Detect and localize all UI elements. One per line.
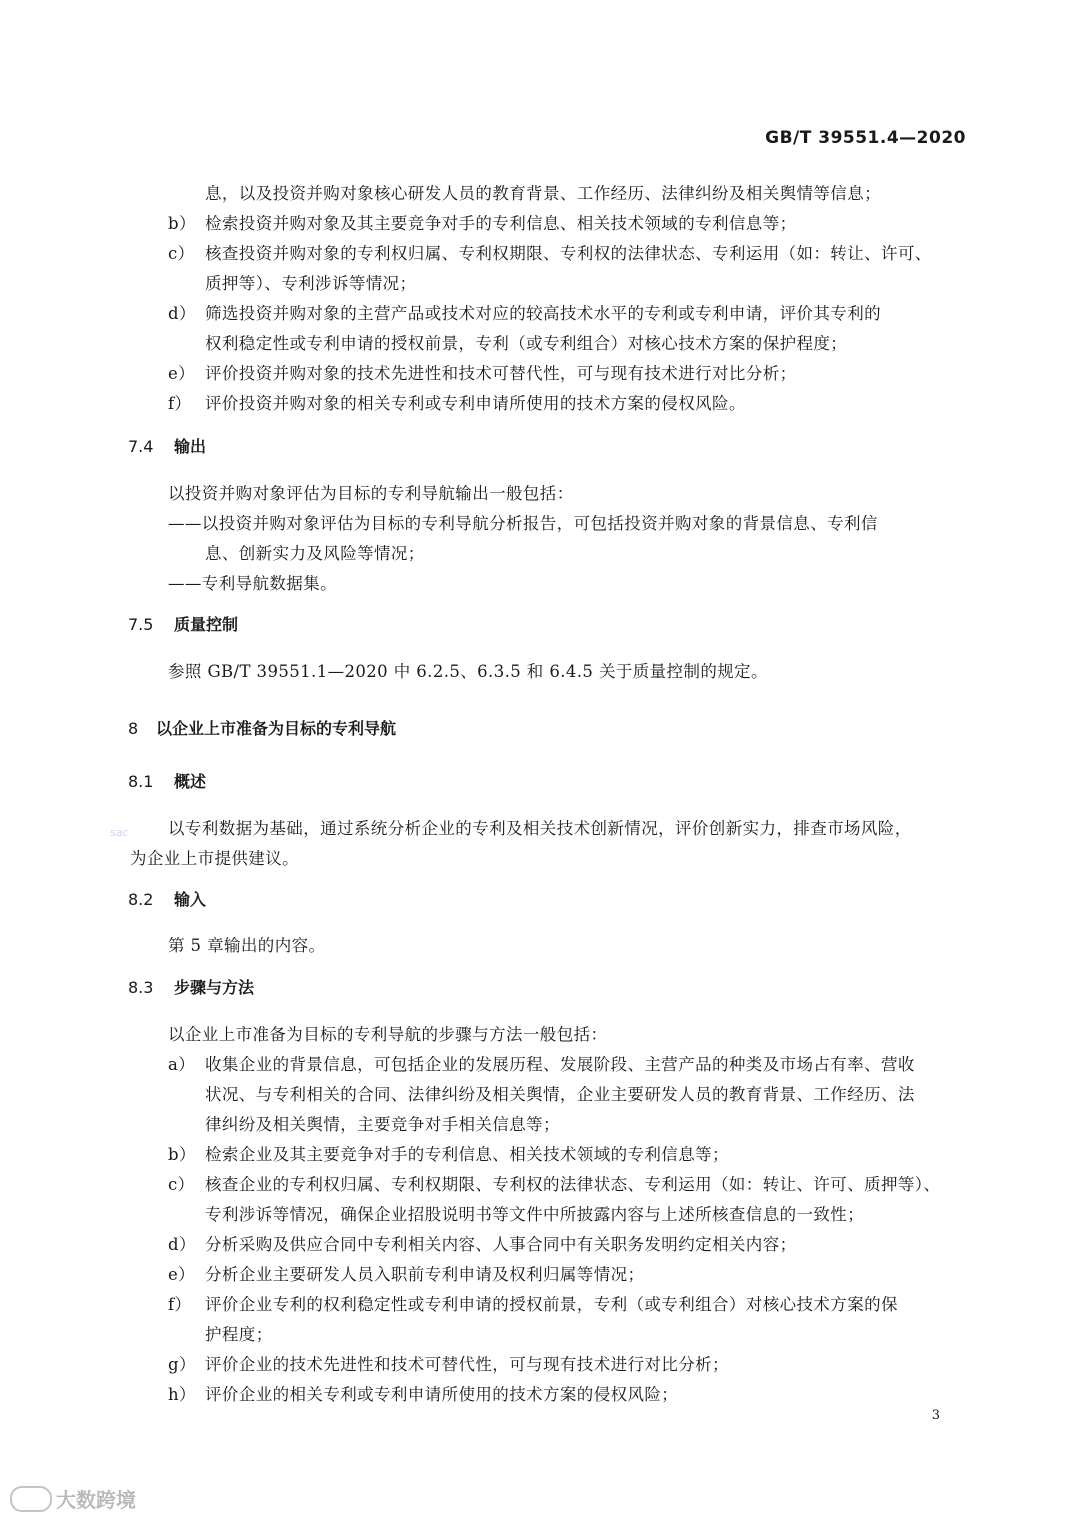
- list-item: d） 筛选投资并购对象的主营产品或技术对应的较高技术水平的专利或专利申请，评价其专利的: [168, 304, 881, 323]
- section-heading-7-4: 7.4 输出: [128, 437, 207, 456]
- dash-item: 息、创新实力及风险等情况；: [205, 544, 425, 563]
- dash-item: ——专利导航数据集。: [168, 574, 337, 593]
- list-item: b） 检索企业及其主要竞争对手的专利信息、相关技术领域的专利信息等；: [168, 1145, 729, 1164]
- list-item: f） 评价企业专利的权利稳定性或专利申请的授权前景，专利（或专利组合）对核心技术方案的保: [168, 1295, 898, 1314]
- list-item: 状况、与专利相关的合同、法律纠纷及相关舆情，企业主要研发人员的教育背景、工作经历、法: [205, 1085, 915, 1104]
- paragraph: 以专利数据为基础，通过系统分析企业的专利及相关技术创新情况，评价创新实力，排查市场风险，: [168, 819, 912, 838]
- list-item: d） 分析采购及供应合同中专利相关内容、人事合同中有关职务发明约定相关内容；: [168, 1235, 797, 1254]
- paragraph: 以投资并购对象评估为目标的专利导航输出一般包括：: [168, 484, 574, 503]
- list-item: 护程度；: [205, 1325, 273, 1344]
- list-item: 息，以及投资并购对象核心研发人员的教育背景、工作经历、法律纠纷及相关舆情等信息；: [205, 184, 881, 203]
- page-number: 3: [931, 1408, 940, 1423]
- list-item: f） 评价投资并购对象的相关专利或专利申请所使用的技术方案的侵权风险。: [168, 394, 746, 413]
- paragraph: 以企业上市准备为目标的专利导航的步骤与方法一般包括：: [168, 1025, 608, 1044]
- list-item: g） 评价企业的技术先进性和技术可替代性，可与现有技术进行对比分析；: [168, 1355, 729, 1374]
- section-heading-8-2: 8.2 输入: [128, 890, 207, 909]
- watermark: [10, 1484, 136, 1513]
- paragraph: 为企业上市提供建议。: [130, 849, 299, 868]
- chapter-heading-8: 8 以企业上市准备为目标的专利导航: [128, 719, 397, 738]
- list-item: 权利稳定性或专利申请的授权前景，专利（或专利组合）对核心技术方案的保护程度；: [205, 334, 848, 353]
- list-item: b） 检索投资并购对象及其主要竞争对手的专利信息、相关技术领域的专利信息等；: [168, 214, 797, 233]
- list-item: c） 核查企业的专利权归属、专利权期限、专利权的法律状态、专利运用（如：转让、许可、质押等）、: [168, 1175, 941, 1194]
- scan-mark: sac: [110, 826, 129, 839]
- brand-logo-icon: [10, 1486, 52, 1512]
- paragraph: 第 5 章输出的内容。: [168, 936, 326, 955]
- section-heading-8-3: 8.3 步骤与方法: [128, 978, 255, 997]
- list-item: h） 评价企业的相关专利或专利申请所使用的技术方案的侵权风险；: [168, 1385, 679, 1404]
- paragraph: 参照 GB/T 39551.1—2020 中 6.2.5、6.3.5 和 6.4.5 关于质量控制的规定。: [168, 662, 768, 681]
- section-heading-7-5: 7.5 质量控制: [128, 615, 239, 634]
- list-item: 质押等）、专利涉诉等情况；: [205, 274, 417, 293]
- section-heading-8-1: 8.1 概述: [128, 772, 207, 791]
- dash-item: ——以投资并购对象评估为目标的专利导航分析报告，可包括投资并购对象的背景信息、专利信: [168, 514, 878, 533]
- list-item: c） 核查投资并购对象的专利权归属、专利权期限、专利权的法律状态、专利运用（如：转让、许可、: [168, 244, 932, 263]
- list-item: e） 分析企业主要研发人员入职前专利申请及权利归属等情况；: [168, 1265, 645, 1284]
- list-item: a） 收集企业的背景信息，可包括企业的发展历程、发展阶段、主营产品的种类及市场占有率、营收: [168, 1055, 915, 1074]
- standard-code: GB/T 39551.4—2020: [765, 128, 966, 148]
- list-item: e） 评价投资并购对象的技术先进性和技术可替代性，可与现有技术进行对比分析；: [168, 364, 797, 383]
- list-item: 专利涉诉等情况，确保企业招股说明书等文件中所披露内容与上述所核查信息的一致性；: [205, 1205, 865, 1224]
- list-item: 律纠纷及相关舆情，主要竞争对手相关信息等；: [205, 1115, 560, 1134]
- watermark-text: 大数跨境: [56, 1488, 136, 1512]
